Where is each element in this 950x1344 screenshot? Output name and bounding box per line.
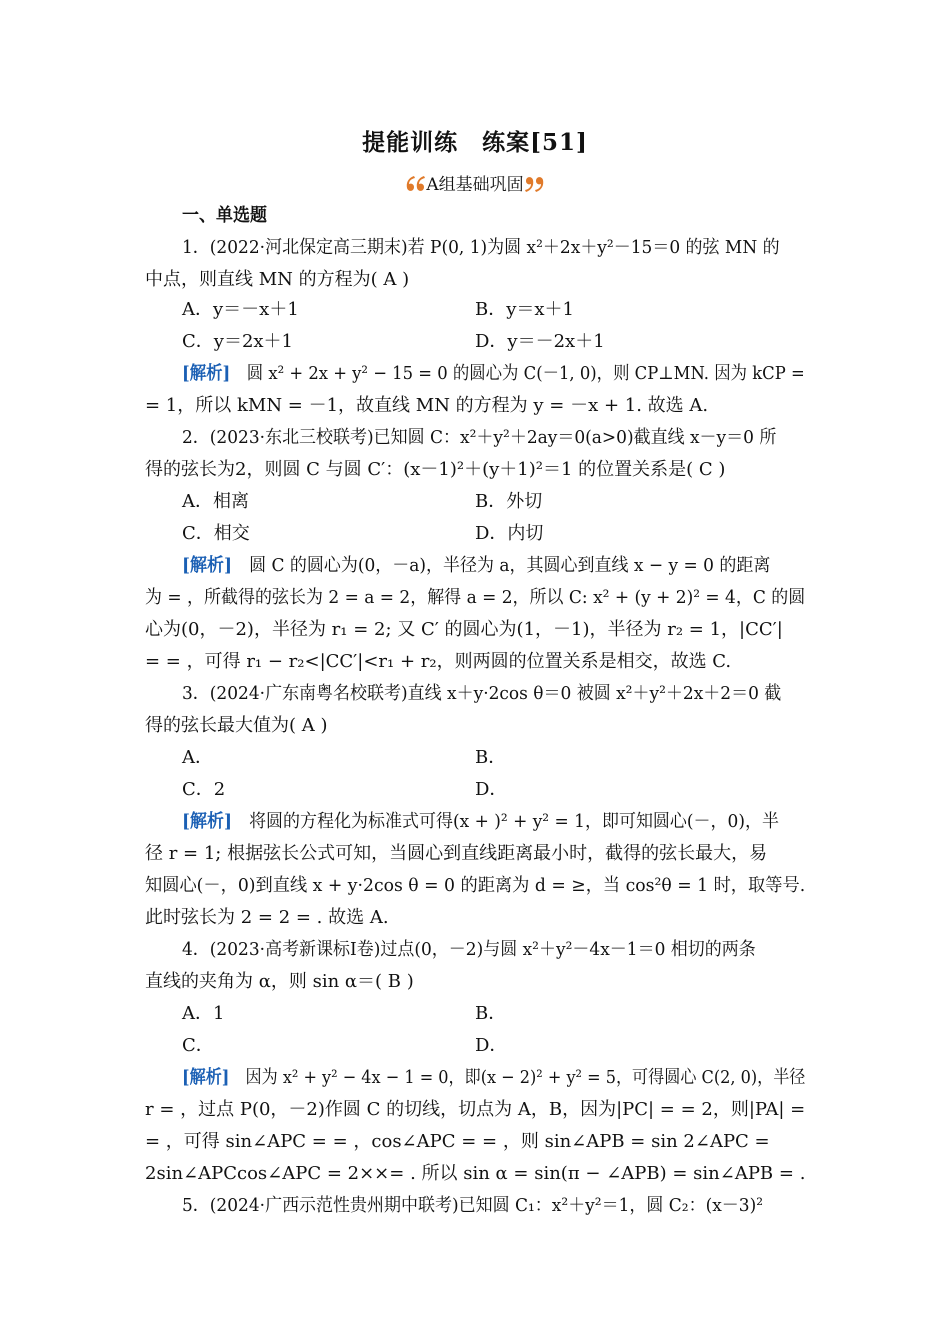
q1-option-a: A．y＝－x＋1: [182, 299, 299, 320]
q1-solution-line-2: = 1，所以 kMN = －1，故直线 MN 的方程为 y = －x + 1. 故选 A.: [145, 395, 709, 416]
q3-solution-line-2: 径 r = 1; 根据弦长公式可知，当圆心到直线距离最小时，截得的弦长最大，易: [145, 843, 768, 864]
section-heading: 一、单选题: [182, 205, 267, 226]
q2-solution-text-1: 圆 C 的圆心为(0，－a)，半径为 a，其圆心到直线 x − y = 0 的距离: [249, 555, 771, 576]
q4-option-b: B．: [475, 1003, 507, 1024]
q2-solution-line-3: 心为(0，－2)，半径为 r₁ = 2; 又 C′ 的圆心为(1，－1)，半径为 r₂ = 1，|CC′|: [145, 619, 783, 640]
q1-solution-text-1: 圆 x² + 2x + y² − 15 = 0 的圆心为 C(－1, 0)，则 CP⊥MN. 因为 kCP =: [246, 363, 805, 384]
q4-option-c: C．: [182, 1035, 214, 1056]
q3-stem-line-1: 3．(2024·广东南粤名校联考)直线 x＋y·2cos θ＝0 被圆 x²＋y²＋2x＋2＝0 截: [182, 683, 782, 704]
q2-option-b: B．外切: [475, 491, 543, 512]
open-quote-icon: [404, 174, 426, 194]
q1-stem-line-1: 1．(2022·河北保定高三期末)若 P(0, 1)为圆 x²＋2x＋y²－15＝0 的弦 MN 的: [182, 237, 780, 258]
q2-stem-line-2: 得的弦长为2，则圆 C 与圆 C′：(x－1)²＋(y＋1)²＝1 的位置关系是( C ): [145, 459, 726, 480]
q2-option-c: C．相交: [182, 523, 250, 544]
q4-solution-line-2: r = ，过点 P(0，－2)作圆 C 的切线，切点为 A，B，因为|PC| = = 2，则|PA| =: [145, 1099, 806, 1120]
q4-solution-tag: [解析]: [182, 1067, 230, 1088]
q2-solution-tag: [解析]: [182, 555, 233, 576]
q4-option-d: D．: [475, 1035, 508, 1056]
q3-option-a: A．: [182, 747, 213, 768]
q4-solution-line-3: = ，可得 sin∠APC = = ，cos∠APC = = ，则 sin∠APB = sin 2∠APC =: [145, 1131, 770, 1152]
q4-option-a: A．1: [182, 1003, 225, 1024]
q4-solution-line-4: 2sin∠APCcos∠APC = 2××= . 所以 sin α = sin(π − ∠APB) = sin∠APB = .: [145, 1163, 806, 1184]
q1-stem-line-2: 中点，则直线 MN 的方程为( A ): [145, 269, 410, 290]
q3-solution-line-4: 此时弦长为 2 = 2 = . 故选 A.: [145, 907, 389, 928]
q1-solution-line-1: [182, 362, 805, 386]
q3-solution-tag: [解析]: [182, 811, 233, 832]
q1-option-c: C．y＝2x＋1: [182, 331, 293, 352]
q1-option-d: D．y＝－2x＋1: [475, 331, 605, 352]
q2-solution-line-4: = = ，可得 r₁ − r₂<|CC′|<r₁ + r₂，则两圆的位置关系是相交，故选 C.: [145, 651, 732, 672]
q1-solution-tag: [解析]: [182, 363, 231, 384]
close-quote-icon: [524, 174, 546, 194]
group-heading: [0, 170, 950, 195]
group-label: A组基础巩固: [426, 175, 524, 195]
q4-solution-text-1: 因为 x² + y² − 4x − 1 = 0，即(x − 2)² + y² = 5，可得圆心 C(2, 0)，半径: [245, 1067, 806, 1088]
q3-stem-line-2: 得的弦长最大值为( A ): [145, 715, 328, 736]
q2-option-d: D．内切: [475, 523, 544, 544]
q3-option-b: B．: [475, 747, 507, 768]
q4-solution-line-1: [182, 1066, 806, 1090]
q5-stem-line-1: 5．(2024·广西示范性贵州期中联考)已知圆 C₁：x²＋y²＝1，圆 C₂：(x－3)²: [182, 1195, 764, 1216]
q3-option-c: C．2: [182, 779, 226, 800]
q1-option-b: B．y＝x＋1: [475, 299, 574, 320]
q2-solution-line-1: [182, 554, 805, 578]
q4-stem-line-1: 4．(2023·高考新课标Ⅰ卷)过点(0，－2)与圆 x²＋y²－4x－1＝0 相切的两条: [182, 939, 756, 960]
q2-option-a: A．相离: [182, 491, 249, 512]
q2-stem-line-1: 2．(2023·东北三校联考)已知圆 C：x²＋y²＋2ay＝0(a>0)截直线 x－y＝0 所: [182, 427, 777, 448]
q4-stem-line-2: 直线的夹角为 α，则 sin α＝( B ): [145, 971, 414, 992]
q3-solution-line-3: 知圆心(－，0)到直线 x + y·2cos θ = 0 的距离为 d = ≥，当 cos²θ = 1 时，取等号.: [145, 875, 806, 896]
page-title: 提能训练 练案[51]: [362, 129, 588, 156]
q2-solution-line-2: 为 = ，所截得的弦长为 2 = a = 2，解得 a = 2，所以 C: x² + (y + 2)² = 4，C 的圆: [145, 587, 806, 608]
q3-solution-text-1: 将圆的方程化为标准式可得(x + )² + y² = 1，即可知圆心(－，0)，半: [249, 811, 779, 832]
q3-option-d: D．: [475, 779, 508, 800]
q3-solution-line-1: [182, 810, 805, 834]
